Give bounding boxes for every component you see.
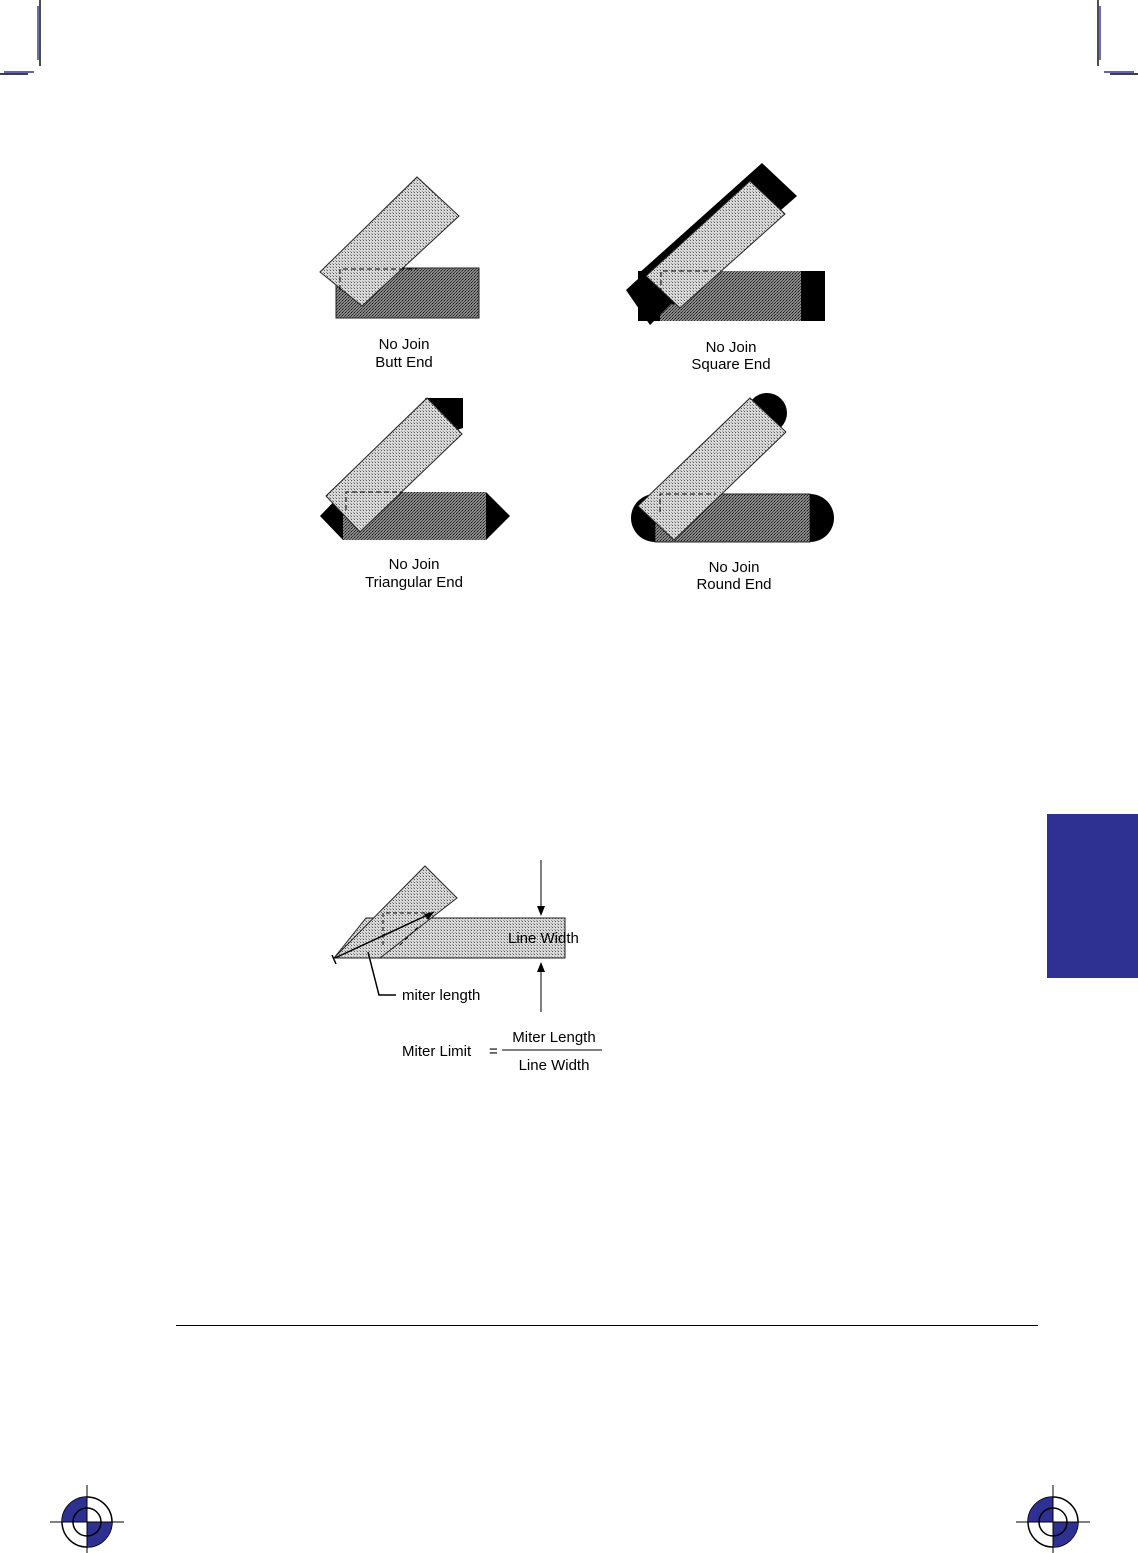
miter-diagram [332,860,602,1050]
fig4-caption-line1: No Join [708,559,760,576]
figure-triangular-end [320,398,510,540]
line-width-label: Line Width [508,930,579,947]
registration-target-right [1016,1485,1090,1553]
fig2-caption-line2: Square End [691,356,771,373]
figure-round-end [631,393,834,542]
formula-lhs: Miter Limit [402,1043,472,1060]
registration-target-left [50,1485,124,1553]
chapter-tab [1047,814,1138,978]
crop-marks [4,6,1134,1553]
miter-length-label: miter length [402,987,481,1004]
fig3-caption-line1: No Join [388,556,440,573]
fig1-caption-line1: No Join [378,336,430,353]
fig1-caption-line2: Butt End [375,354,433,371]
formula-denominator: Line Width [518,1057,590,1074]
fig2-caption-line1: No Join [705,339,757,356]
figure-butt-end [320,177,479,318]
footer-rule [176,1325,1038,1326]
formula-numerator: Miter Length [512,1029,596,1046]
fig4-caption-line2: Round End [696,576,772,593]
fig3-caption-line2: Triangular End [365,574,463,591]
figure-square-end [626,163,825,325]
formula-equals: = [489,1043,498,1060]
